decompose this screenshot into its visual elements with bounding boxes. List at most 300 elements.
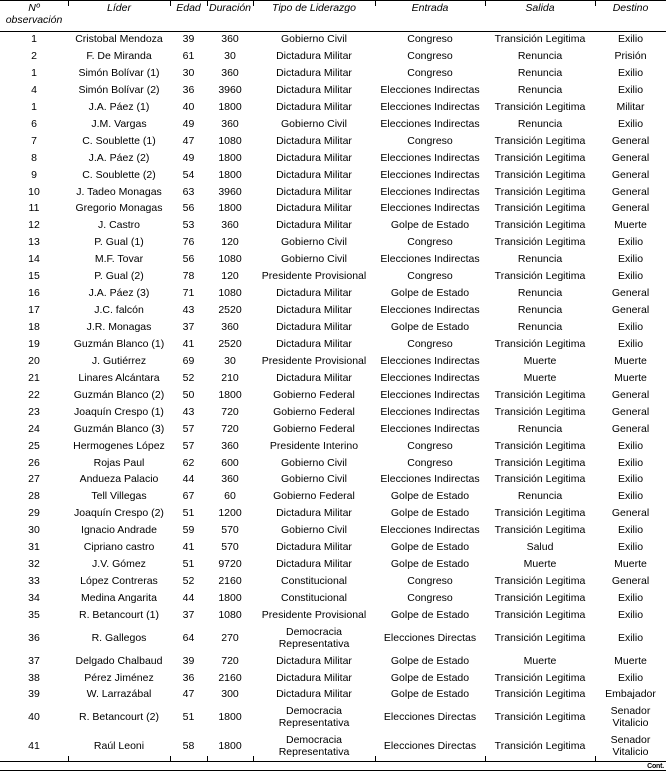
cell-destino: Exilio: [617, 439, 644, 452]
cell-lider: J.M. Vargas: [91, 117, 147, 130]
cell-tipo-liderazgo: Dictadura Militar: [276, 654, 352, 667]
cell-duracion: 1800: [218, 711, 242, 724]
column-header-entrada: Entrada: [375, 1, 485, 32]
cell-n-observacion: 4: [31, 83, 37, 96]
cell-salida: Transición Legitima: [494, 151, 586, 164]
table-row: [0, 455, 666, 472]
cell-lider: J.V. Gómez: [92, 558, 146, 571]
table-row: [0, 218, 666, 235]
cell-entrada: Elecciones Directas: [383, 631, 477, 644]
table-row: [0, 687, 666, 704]
column-header-n-observacion-line1: Nº: [28, 2, 40, 14]
column-divider-tick: [207, 0, 208, 6]
cell-destino: General: [611, 422, 650, 435]
cell-tipo-liderazgo: Gobierno Civil: [281, 117, 347, 130]
cell-destino: Exilio: [617, 117, 644, 130]
cell-tipo-liderazgo: Dictadura Militar: [276, 688, 352, 701]
cell-salida: Renuncia: [517, 50, 563, 63]
cell-tipo-liderazgo: Dictadura Militar: [276, 134, 352, 147]
cell-destino: Muerte: [614, 558, 647, 571]
cell-duracion: 3960: [218, 185, 242, 198]
cell-edad: 62: [182, 456, 195, 469]
cell-n-observacion: 17: [28, 304, 40, 317]
cell-destino: Prisión: [614, 50, 647, 63]
cell-edad: 51: [182, 711, 195, 724]
table-row: [0, 48, 666, 65]
cell-duracion: 2520: [218, 337, 242, 350]
cell-lider: J.A. Páez (2): [88, 151, 150, 164]
cell-edad: 43: [182, 405, 195, 418]
cell-edad: 43: [182, 304, 195, 317]
cell-salida: Transición Legitima: [494, 688, 586, 701]
cell-lider: Guzmán Blanco (1): [73, 337, 165, 350]
cell-n-observacion: 28: [28, 490, 40, 503]
cell-destino: Exilio: [617, 631, 644, 644]
cell-destino: General: [611, 304, 650, 317]
cell-salida: Transición Legitima: [494, 592, 586, 605]
cell-edad: 63: [182, 185, 195, 198]
cell-salida: Transición Legitima: [494, 337, 586, 350]
cell-salida: Transición Legitima: [494, 671, 586, 684]
cell-edad: 71: [182, 287, 195, 300]
table-row: [0, 319, 666, 336]
cell-n-observacion: 33: [28, 575, 40, 588]
column-header-edad: Edad: [170, 1, 207, 32]
cell-destino: Muerte: [614, 219, 647, 232]
cell-lider: M.F. Tovar: [94, 253, 144, 266]
cell-lider: Rojas Paul: [93, 456, 145, 469]
cell-tipo-liderazgo: Democracia Representativa: [278, 625, 350, 650]
cell-entrada: Golpe de Estado: [390, 287, 470, 300]
cell-tipo-liderazgo: Gobierno Federal: [273, 388, 355, 401]
table-row: [0, 65, 666, 82]
cell-entrada: Golpe de Estado: [390, 490, 470, 503]
cell-lider: Andueza Palacio: [79, 473, 159, 486]
cell-salida: Transición Legitima: [494, 456, 586, 469]
cell-n-observacion: 6: [31, 117, 37, 130]
cell-edad: 54: [182, 168, 195, 181]
cell-lider: López Contreras: [80, 575, 158, 588]
cell-destino: Senador Vitalicio: [610, 705, 651, 730]
cell-destino: Muerte: [614, 654, 647, 667]
cell-duracion: 360: [221, 117, 239, 130]
cell-n-observacion: 13: [28, 236, 40, 249]
cell-duracion: 360: [221, 66, 239, 79]
table-row: [0, 404, 666, 421]
cell-edad: 30: [182, 66, 195, 79]
cell-destino: Militar: [616, 100, 645, 113]
cell-duracion: 270: [221, 631, 239, 644]
table-row: [0, 235, 666, 252]
cell-tipo-liderazgo: Dictadura Militar: [276, 287, 352, 300]
cell-tipo-liderazgo: Dictadura Militar: [276, 219, 352, 232]
cell-edad: 61: [182, 50, 195, 63]
cell-duracion: 300: [221, 688, 239, 701]
cell-destino: Muerte: [614, 354, 647, 367]
cell-salida: Transición Legitima: [494, 631, 586, 644]
cell-n-observacion: 12: [28, 219, 40, 232]
cell-tipo-liderazgo: Dictadura Militar: [276, 507, 352, 520]
cell-entrada: Congreso: [407, 337, 453, 350]
cell-n-observacion: 8: [31, 151, 37, 164]
table-row: [0, 184, 666, 201]
cell-duracion: 1800: [218, 100, 242, 113]
cell-lider: Medina Angarita: [81, 592, 157, 605]
cell-entrada: Golpe de Estado: [390, 688, 470, 701]
cell-entrada: Golpe de Estado: [390, 558, 470, 571]
cell-edad: 39: [182, 654, 195, 667]
cell-salida: Transición Legitima: [494, 202, 586, 215]
cell-edad: 44: [182, 473, 195, 486]
cell-lider: Raúl Leoni: [68, 733, 170, 762]
cell-edad: 49: [182, 117, 195, 130]
column-divider-tick: [68, 0, 69, 6]
cell-n-observacion: 21: [28, 371, 40, 384]
cell-edad: 52: [182, 371, 195, 384]
cell-tipo-liderazgo: Gobierno Civil: [281, 236, 347, 249]
cell-edad: 41: [182, 337, 195, 350]
cell-n-observacion: 18: [28, 321, 40, 334]
cell-entrada: Elecciones Indirectas: [380, 371, 480, 384]
cell-destino: Muerte: [614, 371, 647, 384]
cell-duracion: 2160: [218, 575, 242, 588]
cell-lider: F. De Miranda: [86, 50, 152, 63]
cell-entrada: Golpe de Estado: [390, 321, 470, 334]
cell-destino: Embajador: [605, 688, 656, 701]
table-row: [0, 387, 666, 404]
cell-tipo-liderazgo: Gobierno Federal: [273, 405, 355, 418]
cell-tipo-liderazgo: Dictadura Militar: [276, 83, 352, 96]
cell-tipo-liderazgo: Dictadura Militar: [276, 66, 352, 79]
cell-lider: Simón Bolívar (1): [78, 66, 160, 79]
cell-destino: General: [611, 134, 650, 147]
cell-tipo-liderazgo: Constitucional: [281, 592, 347, 605]
cell-lider: R. Betancourt (2): [79, 711, 159, 724]
cell-entrada: Golpe de Estado: [390, 671, 470, 684]
cell-duracion: 360: [221, 321, 239, 334]
cell-lider: Simón Bolívar (2): [78, 83, 160, 96]
cell-duracion: 570: [221, 524, 239, 537]
cell-entrada: Golpe de Estado: [390, 654, 470, 667]
table-row: [0, 653, 666, 670]
column-divider-tick: [170, 756, 171, 762]
table-row: [0, 116, 666, 133]
column-divider-tick: [170, 0, 171, 6]
cell-n-observacion: 22: [28, 388, 40, 401]
table-row: [0, 336, 666, 353]
table-header: [0, 1, 666, 32]
cell-n-observacion: 37: [28, 654, 40, 667]
cell-lider: W. Larrazábal: [86, 688, 152, 701]
cell-lider: P. Gual (1): [94, 236, 144, 249]
cell-edad: 59: [182, 524, 195, 537]
cell-lider: Cipriano castro: [83, 541, 155, 554]
cell-salida: Transición Legitima: [494, 405, 586, 418]
column-divider-tick: [68, 756, 69, 762]
cell-edad: 47: [182, 134, 195, 147]
cell-entrada: Elecciones Indirectas: [380, 117, 480, 130]
cell-tipo-liderazgo: Constitucional: [281, 575, 347, 588]
table-row: [0, 150, 666, 167]
cell-tipo-liderazgo: Presidente Interino: [269, 439, 359, 452]
cell-entrada: Elecciones Indirectas: [380, 168, 480, 181]
cell-destino: Exilio: [617, 83, 644, 96]
cell-salida: Transición Legitima: [494, 33, 586, 46]
cell-n-observacion: 25: [28, 439, 40, 452]
cell-tipo-liderazgo: Dictadura Militar: [276, 671, 352, 684]
cell-n-observacion: 14: [28, 253, 40, 266]
column-divider-tick: [207, 756, 208, 762]
cell-lider: J. Castro: [97, 219, 140, 232]
cell-n-observacion: 24: [28, 422, 40, 435]
cell-n-observacion: 36: [28, 631, 40, 644]
cell-salida: Transición Legitima: [494, 185, 586, 198]
cell-duracion: 360: [221, 473, 239, 486]
cell-n-observacion: 2: [31, 50, 37, 63]
cell-salida: Renuncia: [517, 304, 563, 317]
cell-entrada: Golpe de Estado: [390, 219, 470, 232]
table-row: [0, 370, 666, 387]
cell-tipo-liderazgo: Dictadura Militar: [276, 202, 352, 215]
cell-salida: Muerte: [523, 654, 557, 667]
cell-salida: Transición Legitima: [494, 711, 586, 724]
table-row: [0, 438, 666, 455]
cell-edad: 37: [182, 608, 195, 621]
cell-salida: Transición Legitima: [494, 507, 586, 520]
cell-lider: Guzmán Blanco (3): [73, 422, 165, 435]
cell-destino: Exilio: [617, 66, 644, 79]
table-row: [0, 607, 666, 624]
cell-edad: 76: [182, 236, 195, 249]
cell-entrada: Elecciones Indirectas: [380, 253, 480, 266]
cell-entrada: Elecciones Indirectas: [380, 473, 480, 486]
cell-duracion: 1200: [218, 507, 242, 520]
cell-duracion: 30: [224, 50, 236, 63]
cell-destino: General: [611, 202, 650, 215]
cell-duracion: 9720: [218, 558, 242, 571]
cell-tipo-liderazgo: Dictadura Militar: [276, 541, 352, 554]
cell-salida: Renuncia: [517, 253, 563, 266]
cell-entrada: Elecciones Indirectas: [380, 202, 480, 215]
cell-duracion: 120: [221, 236, 239, 249]
cell-edad: 44: [182, 592, 195, 605]
cell-edad: 58: [170, 733, 207, 762]
cell-lider: Cristobal Mendoza: [75, 33, 163, 46]
cell-duracion: 1800: [218, 202, 242, 215]
cell-salida: Transición Legitima: [494, 270, 586, 283]
cell-lider: J.C. falcón: [94, 304, 144, 317]
cell-duracion: 720: [221, 654, 239, 667]
cell-tipo-liderazgo: Dictadura Militar: [276, 151, 352, 164]
cell-destino: Exilio: [617, 337, 644, 350]
cell-tipo-liderazgo: Gobierno Federal: [273, 422, 355, 435]
cell-lider: J. Gutiérrez: [91, 354, 147, 367]
cell-salida: Transición Legitima: [494, 236, 586, 249]
table-row: [0, 557, 666, 574]
cell-entrada: Congreso: [407, 592, 453, 605]
cell-destino: Exilio: [617, 541, 644, 554]
cell-edad: 57: [182, 439, 195, 452]
cell-duracion: 600: [221, 456, 239, 469]
cell-entrada: Congreso: [407, 456, 453, 469]
cell-n-observacion: 35: [28, 608, 40, 621]
cell-n-observacion: 11: [28, 202, 40, 215]
cell-tipo-liderazgo: Dictadura Militar: [276, 558, 352, 571]
column-divider-tick: [485, 0, 486, 6]
cell-salida: Muerte: [523, 558, 557, 571]
cell-destino: Exilio: [617, 592, 644, 605]
cell-edad: 37: [182, 321, 195, 334]
cell-salida: Transición Legitima: [494, 439, 586, 452]
cell-entrada: Elecciones Indirectas: [380, 354, 480, 367]
table-row: [0, 133, 666, 150]
column-header-duracion: Duración: [207, 1, 253, 32]
cell-destino: Exilio: [617, 473, 644, 486]
cell-lider: Joaquín Crespo (1): [74, 405, 164, 418]
cell-destino: General: [611, 168, 650, 181]
cell-duracion: 360: [221, 439, 239, 452]
cell-salida: Muerte: [523, 371, 557, 384]
cell-duracion: 1800: [218, 168, 242, 181]
cell-tipo-liderazgo: Gobierno Federal: [273, 490, 355, 503]
cell-salida: Transición Legitima: [494, 575, 586, 588]
cell-destino: Exilio: [617, 456, 644, 469]
continuation-note: Cont.: [647, 763, 664, 771]
column-divider-tick: [595, 0, 596, 6]
cell-entrada: Congreso: [407, 50, 453, 63]
cell-destino: Exilio: [617, 524, 644, 537]
cell-entrada: Elecciones Indirectas: [380, 151, 480, 164]
cell-tipo-liderazgo: Gobierno Civil: [281, 473, 347, 486]
table-body: [0, 31, 666, 762]
table-row: [0, 704, 666, 733]
cell-entrada: Elecciones Indirectas: [380, 100, 480, 113]
cell-destino: General: [611, 287, 650, 300]
cell-salida: Renuncia: [517, 117, 563, 130]
cell-lider: Hermogenes López: [73, 439, 165, 452]
cell-edad: 49: [182, 151, 195, 164]
cell-edad: 40: [182, 100, 195, 113]
cell-entrada: Elecciones Directas: [375, 733, 485, 762]
cell-salida: Transición Legitima: [494, 388, 586, 401]
cell-n-observacion: 26: [28, 456, 40, 469]
table-row: [0, 733, 666, 762]
cell-duracion: 1080: [218, 287, 242, 300]
cell-tipo-liderazgo: Gobierno Civil: [281, 33, 347, 46]
cell-edad: 36: [182, 83, 195, 96]
column-header-salida: Salida: [485, 1, 595, 32]
cell-lider: Tell Villegas: [91, 490, 147, 503]
cell-salida: Transición Legitima: [494, 608, 586, 621]
cell-salida: Renuncia: [517, 321, 563, 334]
cell-salida: Transición Legitima: [494, 473, 586, 486]
column-header-n-observacion-line2: observación: [5, 13, 63, 26]
table-row: [0, 540, 666, 557]
cell-entrada: Congreso: [407, 270, 453, 283]
column-header-tipo-liderazgo: Tipo de Liderazgo: [253, 1, 375, 32]
column-divider-tick: [253, 756, 254, 762]
column-divider-tick: [375, 0, 376, 6]
cell-tipo-liderazgo: Presidente Provisional: [261, 608, 367, 621]
cell-destino: Exilio: [617, 270, 644, 283]
table-row: [0, 489, 666, 506]
cell-edad: 78: [182, 270, 195, 283]
cell-n-observacion: 40: [28, 711, 40, 724]
cell-destino: General: [611, 405, 650, 418]
cell-entrada: Congreso: [407, 575, 453, 588]
cell-lider: Pérez Jiménez: [84, 671, 154, 684]
cell-lider: Ignacio Andrade: [81, 524, 157, 537]
cell-edad: 41: [182, 541, 195, 554]
cell-destino: Exilio: [617, 33, 644, 46]
cell-tipo-liderazgo: Dictadura Militar: [276, 321, 352, 334]
table-row: [0, 574, 666, 591]
cell-duracion: 1080: [218, 134, 242, 147]
cell-entrada: Elecciones Indirectas: [380, 524, 480, 537]
cell-edad: 36: [182, 671, 195, 684]
cell-destino: Exilio: [617, 236, 644, 249]
cell-n-observacion: 1: [31, 66, 37, 79]
cell-n-observacion: 32: [28, 558, 40, 571]
cell-entrada: Congreso: [407, 33, 453, 46]
cell-n-observacion: 41: [0, 733, 68, 762]
cell-n-observacion: 15: [28, 270, 40, 283]
table-row: [0, 353, 666, 370]
table-row: [0, 421, 666, 438]
cell-salida: Renuncia: [517, 83, 563, 96]
cell-duracion: 360: [221, 33, 239, 46]
cell-lider: Joaquín Crespo (2): [74, 507, 164, 520]
cell-duracion: 3960: [218, 83, 242, 96]
column-divider-tick: [375, 756, 376, 762]
cell-lider: Gregorio Monagas: [75, 202, 163, 215]
cell-duracion: 2520: [218, 304, 242, 317]
cell-duracion: 1800: [218, 151, 242, 164]
cell-entrada: Elecciones Indirectas: [380, 422, 480, 435]
cell-n-observacion: 30: [28, 524, 40, 537]
table-row: [0, 167, 666, 184]
cell-tipo-liderazgo: Dictadura Militar: [276, 371, 352, 384]
cell-lider: C. Soublette (1): [82, 134, 156, 147]
cell-entrada: Elecciones Indirectas: [380, 388, 480, 401]
cell-destino: General: [611, 507, 650, 520]
cell-n-observacion: 27: [28, 473, 40, 486]
cell-salida: Renuncia: [517, 490, 563, 503]
cell-duracion: 1080: [218, 253, 242, 266]
cell-tipo-liderazgo: Gobierno Civil: [281, 524, 347, 537]
cell-entrada: Elecciones Indirectas: [380, 185, 480, 198]
cell-entrada: Congreso: [407, 236, 453, 249]
cell-destino: Exilio: [617, 608, 644, 621]
cell-tipo-liderazgo: Democracia Representativa: [253, 733, 375, 762]
cell-destino: General: [611, 388, 650, 401]
cell-tipo-liderazgo: Gobierno Civil: [281, 456, 347, 469]
cell-lider: R. Betancourt (1): [79, 608, 159, 621]
cell-entrada: Golpe de Estado: [390, 541, 470, 554]
table-row: [0, 670, 666, 687]
cell-lider: C. Soublette (2): [82, 168, 156, 181]
cell-tipo-liderazgo: Dictadura Militar: [276, 50, 352, 63]
cell-n-observacion: 20: [28, 354, 40, 367]
cell-duracion: 30: [224, 354, 236, 367]
cell-salida: Transición Legitima: [494, 168, 586, 181]
cell-n-observacion: 39: [28, 688, 40, 701]
cell-lider: Delgado Chalbaud: [75, 654, 163, 667]
cell-n-observacion: 23: [28, 405, 40, 418]
cell-tipo-liderazgo: Presidente Provisional: [261, 354, 367, 367]
cell-entrada: Elecciones Directas: [383, 711, 477, 724]
cell-duracion: 60: [224, 490, 236, 503]
